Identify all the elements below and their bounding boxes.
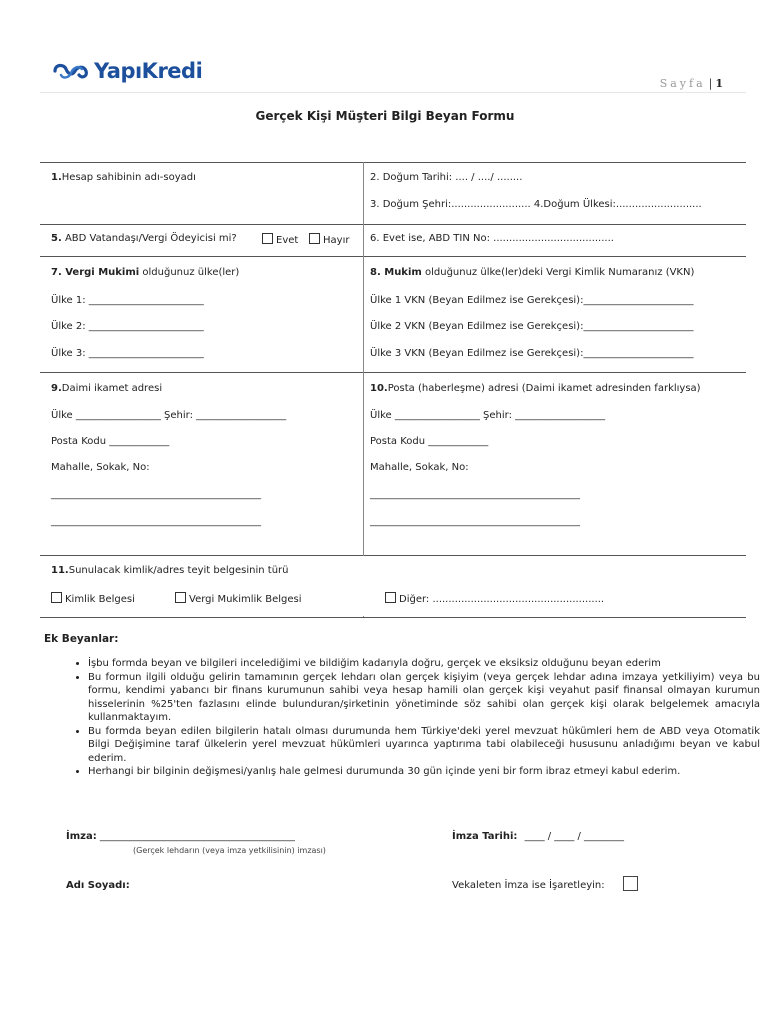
checkbox-id-document[interactable] xyxy=(51,592,62,603)
field-number: 8. Mukim xyxy=(370,267,422,278)
field-number: 10. xyxy=(370,383,388,394)
field-country-1[interactable]: Ülke 1: _______________________ xyxy=(51,295,204,306)
signature-date-line[interactable]: ____ / ____ / ________ xyxy=(524,831,625,842)
field-residence-street-label: Mahalle, Sokak, No: xyxy=(51,462,150,473)
declaration-item: • İşbu formda beyan ve bilgileri incelediğimi ve bildiğim kadarıyla doğru, gerçek ve eksiksiz olduğunu beyan ederim xyxy=(88,657,760,671)
rule-before-s9 xyxy=(40,372,746,373)
declaration-item: • Bu formun ilgili olduğu gelirin tamamının gerçek lehdarı olan gerçek kişiyim (veya gerçek lehdar adına imzaya yetkiliyim) veya bu formu, kendimi yabancı bir finans kurumunun sahibi veya hesap hamili olan gerçek kişi veyahut pasif finansal olmayan kurumun hisselerinin %25'ten fazlasını elinde bulunduran/şirketinin yönetiminde söz sahibi olan gerçek kişi olarak belgelemek amacıyla kullanmaktayım. xyxy=(88,671,760,725)
column-divider xyxy=(363,162,364,617)
field-vkn-1[interactable]: Ülke 1 VKN (Beyan Edilmez ise Gerekçesi):______________________ xyxy=(370,295,694,306)
field-label: Posta (haberleşme) adresi (Daimi ikamet adresinden farklıysa) xyxy=(387,383,701,394)
field-number: 7. Vergi Mukimi xyxy=(51,267,140,278)
field-birth-city-country[interactable]: 3. Doğum Şehri:......................... 4.Doğum Ülkesi:........................... xyxy=(370,199,702,210)
signature-caption: (Gerçek lehdarın (veya imza yetkilisinin) imzası) xyxy=(133,846,326,855)
field-account-holder xyxy=(51,172,196,183)
declaration-item: • Bu formda beyan edilen bilgilerin hatalı olması durumunda hem Türkiye'deki yerel mevzuat hükümleri hem de ABD veya Otomatik Bilgi Değişimine taraf ülkelerin yerel mevzuat hükümleri uyarınca yaptırıma tabi olabileceği hususunu anladığımı beyan ve kabul ederim. xyxy=(88,725,760,766)
proxy-signature-label: Vekaleten İmza ise İşaretleyin: xyxy=(452,880,605,891)
proxy-signature-checkbox[interactable] xyxy=(623,876,638,891)
field-birth-date[interactable]: 2. Doğum Tarihi: .... / ..../ ........ xyxy=(370,172,523,183)
checkbox-no-label: Hayır xyxy=(323,235,350,246)
yapikredi-logo-icon xyxy=(52,60,94,82)
yapikredi-logo xyxy=(52,59,202,83)
section-residence-address xyxy=(51,383,162,394)
field-label: olduğunuz ülke(ler)deki Vergi Kimlik Numaranız (VKN) xyxy=(421,267,695,278)
declarations-list xyxy=(64,657,760,779)
field-mailing-line-2[interactable]: __________________________________________ xyxy=(370,516,580,527)
doc-option-tax-residence-label: Vergi Mukimlik Belgesi xyxy=(189,594,302,605)
name-surname-label: Adı Soyadı: xyxy=(66,880,130,891)
field-us-tin[interactable]: 6. Evet ise, ABD TIN No: ...................................... xyxy=(370,233,614,244)
logo-text: YapıKredi xyxy=(94,59,203,83)
doc-option-other[interactable] xyxy=(385,592,604,605)
rule-before-s7 xyxy=(40,256,746,257)
field-us-citizen xyxy=(51,233,237,244)
section-tax-residence xyxy=(51,267,239,278)
rule-top xyxy=(40,162,746,163)
signature-line[interactable]: _______________________________________ xyxy=(99,831,295,842)
page-number: 1 xyxy=(715,77,723,90)
section-mailing-address xyxy=(370,383,701,394)
doc-option-id-label: Kimlik Belgesi xyxy=(65,594,135,605)
signature-label: İmza: xyxy=(66,831,97,842)
signature-date-label: İmza Tarihi: xyxy=(452,831,518,842)
field-country-3[interactable]: Ülke 3: _______________________ xyxy=(51,348,204,359)
checkbox-yes[interactable] xyxy=(262,233,273,244)
field-vkn-2[interactable]: Ülke 2 VKN (Beyan Edilmez ise Gerekçesi):______________________ xyxy=(370,321,694,332)
page-word: Sayfa xyxy=(659,77,706,90)
field-number: 11. xyxy=(51,565,69,576)
signature-date-field[interactable] xyxy=(452,831,624,842)
field-number: 5. xyxy=(51,233,62,244)
field-label: Sunulacak kimlik/adres teyit belgesinin türü xyxy=(68,565,289,576)
checkbox-tax-residence[interactable] xyxy=(175,592,186,603)
checkbox-no[interactable] xyxy=(309,233,320,244)
field-mailing-street-label: Mahalle, Sokak, No: xyxy=(370,462,469,473)
checkbox-yes-label: Evet xyxy=(276,235,299,246)
rule-before-s5 xyxy=(40,224,746,225)
section-tin-numbers xyxy=(370,267,694,278)
us-citizen-yes-option[interactable] xyxy=(262,233,298,246)
checkbox-other[interactable] xyxy=(385,592,396,603)
field-residence-postal[interactable]: Posta Kodu ____________ xyxy=(51,436,170,447)
field-residence-line-1[interactable]: __________________________________________ xyxy=(51,489,261,500)
field-label: Daimi ikamet adresi xyxy=(61,383,163,394)
form-title: Gerçek Kişi Müşteri Bilgi Beyan Formu xyxy=(255,109,515,123)
field-number: 9. xyxy=(51,383,62,394)
doc-option-other-label: Diğer: ...................................................... xyxy=(399,594,605,605)
doc-option-id[interactable] xyxy=(51,592,135,605)
field-mailing-postal[interactable]: Posta Kodu ____________ xyxy=(370,436,489,447)
field-residence-line-2[interactable]: __________________________________________ xyxy=(51,516,261,527)
field-label: olduğunuz ülke(ler) xyxy=(139,267,240,278)
declaration-item: • Herhangi bir bilginin değişmesi/yanlış hale gelmesi durumunda 30 gün içinde yeni bir form ibraz etmeyi kabul ederim. xyxy=(88,765,760,779)
page-separator: | xyxy=(708,77,713,90)
field-residence-country-city[interactable]: Ülke _________________ Şehir: __________________ xyxy=(51,410,287,421)
rule-after-s11 xyxy=(40,617,746,618)
header-rule xyxy=(40,92,746,93)
page-indicator xyxy=(660,77,723,90)
field-vkn-3[interactable]: Ülke 3 VKN (Beyan Edilmez ise Gerekçesi):______________________ xyxy=(370,348,694,359)
declarations-heading: Ek Beyanlar: xyxy=(44,633,119,645)
doc-option-tax-residence[interactable] xyxy=(175,592,302,605)
field-mailing-line-1[interactable]: __________________________________________ xyxy=(370,489,580,500)
field-country-2[interactable]: Ülke 2: _______________________ xyxy=(51,321,204,332)
section-id-document xyxy=(51,565,289,576)
field-label: ABD Vatandaşı/Vergi Ödeyicisi mi? xyxy=(64,233,237,244)
signature-field[interactable] xyxy=(66,831,295,842)
field-mailing-country-city[interactable]: Ülke _________________ Şehir: __________________ xyxy=(370,410,606,421)
field-label: Hesap sahibinin adı-soyadı xyxy=(61,172,196,183)
field-number: 1. xyxy=(51,172,62,183)
us-citizen-no-option[interactable] xyxy=(309,233,349,246)
